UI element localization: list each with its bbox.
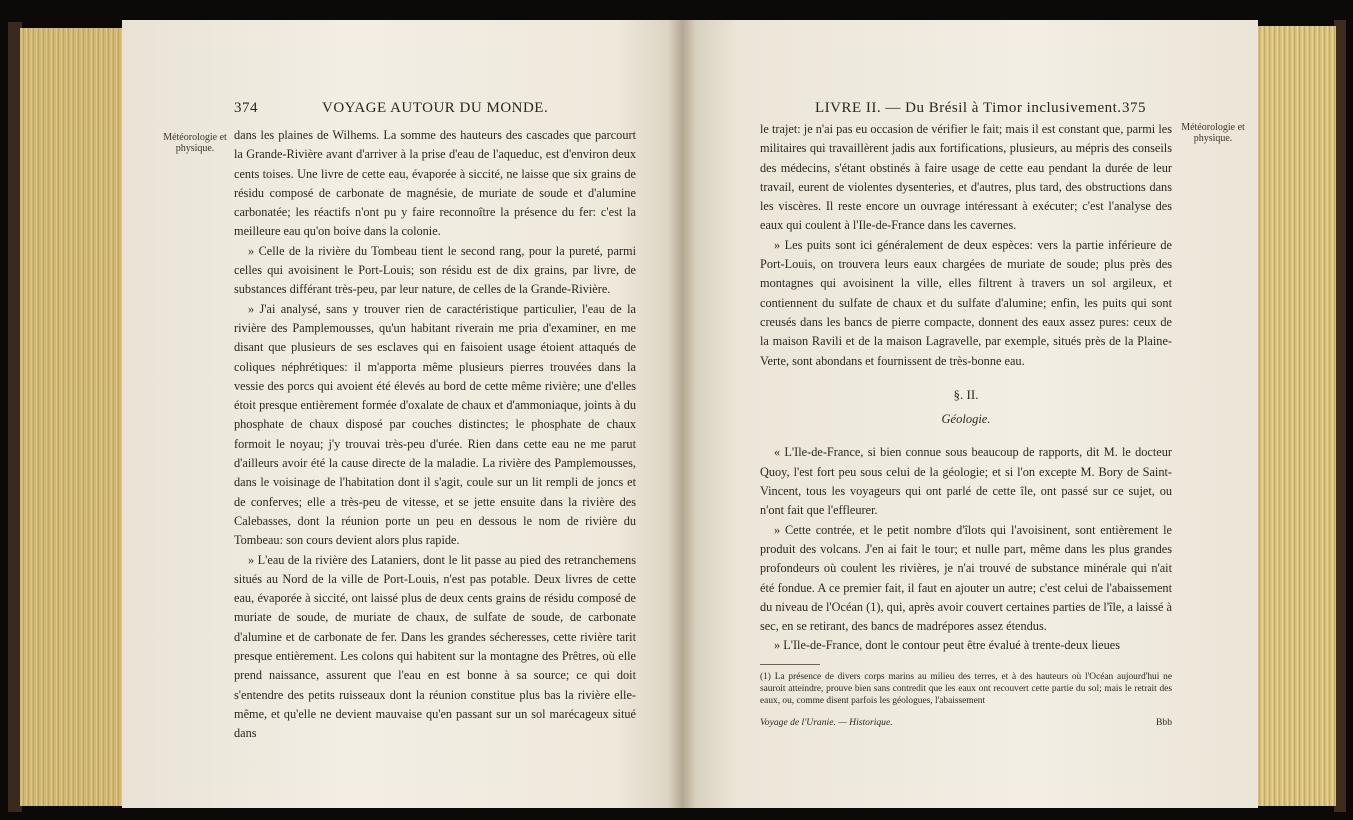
right-margin-note: Météorologie et physique. xyxy=(1181,122,1245,144)
paragraph: dans les plaines de Wilhems. La somme des hauteurs des cascades que parcourt la Grande-Rivière avant d'arriver à la prise d'eau de l'aqueduc, est d'environ deux cents toises. Une livre de cette eau, évaporée à siccité, ne laisse que six grains de résidu composé de carbonate de magnésie, de muriate de soude et d'alumine carbonatée; les réactifs n'ont pu y faire reconnoître la présence du fer: c'est la meilleure eau qu'on boive dans la colonie. xyxy=(234,128,636,239)
left-body-text xyxy=(234,126,636,744)
page-edges-right xyxy=(1256,26,1336,806)
paragraph: » Celle de la rivière du Tombeau tient le second rang, pour la pureté, parmi celles qui avoisinent le Port-Louis; son résidu est de dix grains, par livre, de substances différant très-peu, par leur nature, de celles de la Grande-Rivière. xyxy=(234,243,636,297)
section-title: Géologie. xyxy=(941,412,991,427)
right-page-number: 375 xyxy=(1122,100,1146,116)
paragraph: » Les puits sont ici généralement de deux espèces: vers la partie inférieure de Port-Louis, on trouvera leurs eaux chargées de muriate de soude; plus près des montagnes qui avoisinent la ville, elles filtrent à travers un sol argileux, et contiennent du sulfate de chaux et du sulfate d'alumine; enfin, les puits qui sont creusés dans les bancs de pierre compacte, donnent des eaux assez pures: ceux de la maison Ravili et de la maison Lagravelle, par exemple, situés près de la Plaine-Verte, sont abondans et fournissent de très-bonne eau. xyxy=(760,237,1172,368)
footnote-rule xyxy=(760,664,820,665)
left-page-number: 374 xyxy=(234,100,258,116)
left-margin-note: Météorologie et physique. xyxy=(163,132,227,154)
page-footer xyxy=(760,713,1172,732)
book-gutter xyxy=(668,20,696,808)
paragraph: » L'eau de la rivière des Lataniers, dont le lit passe au pied des retranchemens situés au Nord de la ville de Port-Louis, n'est pas potable. Deux livres de cette eau, évaporée à siccité, ont laissé plus de deux cents grains de résidu composé de muriate de soude, de muriate de chaux, de sulfate de soude, de carbonate d'alumine et de carbonate de fer. Dans les grandes sécheresses, cette rivière tarit presque entièrement. Les colons qui habitent sur la montagne des Prêtres, où elle prend naissance, assurent que l'eau en est bonne à sa source; ce qui doit s'entendre des petits ruisseaux dont la réunion constitue plus bas la rivière elle-même, et qu'elle ne devient mauvaise qu'en passant sur un sol marécageux situé dans xyxy=(234,552,636,741)
footer-source: Voyage de l'Uranie. — Historique. xyxy=(760,716,893,728)
paragraph: le trajet: je n'ai pas eu occasion de vérifier le fait; mais il est constant que, parmi les militaires qui travaillèrent jadis aux fortifications, plusieurs, au mépris des conseils des médecins, s'étant obstinés à faire usage de cette eau pendant la durée de leur travail, eurent de violentes dysenteries, et d'autres, plus tard, des obstructions dans les viscères. Il reste encore un ouvrage intéressant à exécuter; c'est l'analyse des eaux qui coulent à l'Ile-de-France dans les cavernes. xyxy=(760,122,1172,233)
left-running-head: VOYAGE AUTOUR DU MONDE. xyxy=(322,100,549,116)
paragraph: » J'ai analysé, sans y trouver rien de caractéristique particulier, l'eau de la rivière des Pamplemousses, qu'un habitant riverain me pria d'examiner, en me disant que plusieurs de ses esclaves qui en faisoient usage étoient attaqués de coliques néphrétiques: il m'apporta même plusieurs pierres trouvées dans la vessie des porcs qui avoient été élevés au bord de cette même rivière; une d'elles étoit presque entièrement formée d'oxalate de chaux et d'ammoniaque, joints à du phosphate de chaux disposé par couches distinctes; le phosphate de chaux formoit le noyau; j'y trouvai très-peu d'urée. Rien dans cette eau ne me parut d'ailleurs avoir été la cause directe de la maladie. La rivière des Pamplemousses, dans le voisinage de l'habitation dont il s'agit, coule sur un lit rempli de joncs et de conferves; elle a très-peu de vitesse, et se jette ensuite dans la rivière des Calebasses, dont la réunion porte un peu en dessous le nom de rivière du Tombeau: son cours devient alors plus rapide. xyxy=(234,301,636,548)
section-number: §. II. xyxy=(953,386,979,402)
right-running-head: LIVRE II. — Du Brésil à Timor inclusivement. xyxy=(815,100,1122,116)
footnote: (1) La présence de divers corps marins au milieu des terres, et à des hauteurs où l'Océan aujourd'hui ne sauroit atteindre, prouve bien sans contredit que les eaux ont recouvert cette partie du sol; mais le retrait des eaux, ou, comme disent parfois les géologues, l'abaissement xyxy=(760,671,1172,706)
signature-mark: Bbb xyxy=(1156,716,1172,728)
paragraph: « L'Ile-de-France, si bien connue sous beaucoup de rapports, dit M. le docteur Quoy, l'est fort peu sous celui de la géologie; et si l'on excepte M. Bory de Saint-Vincent, tous les voyageurs qui ont parlé de cette île, ont passé sur ce sujet, ou n'ont fait que l'effleurer. xyxy=(760,445,1172,518)
paragraph: » L'Ile-de-France, dont le contour peut être évalué à trente-deux lieues xyxy=(774,638,1121,653)
right-body-text xyxy=(760,120,1172,732)
page-edges-left xyxy=(20,28,124,806)
paragraph: » Cette contrée, et le petit nombre d'îlots qui l'avoisinent, sont entièrement le produit des volcans. J'en ai fait le tour; et nulle part, même dans les plus grandes profondeurs où coulent les rivières, je n'ai trouvé de substance minérale qui n'ait été fondue. A ce premier fait, il faut en ajouter un autre; c'est celui de l'abaissement du niveau de l'Océan (1), qui, après avoir couvert certaines parties de l'île, a laissé à sec, en se retirant, des bancs de madrépores assez étendus. xyxy=(760,522,1172,634)
